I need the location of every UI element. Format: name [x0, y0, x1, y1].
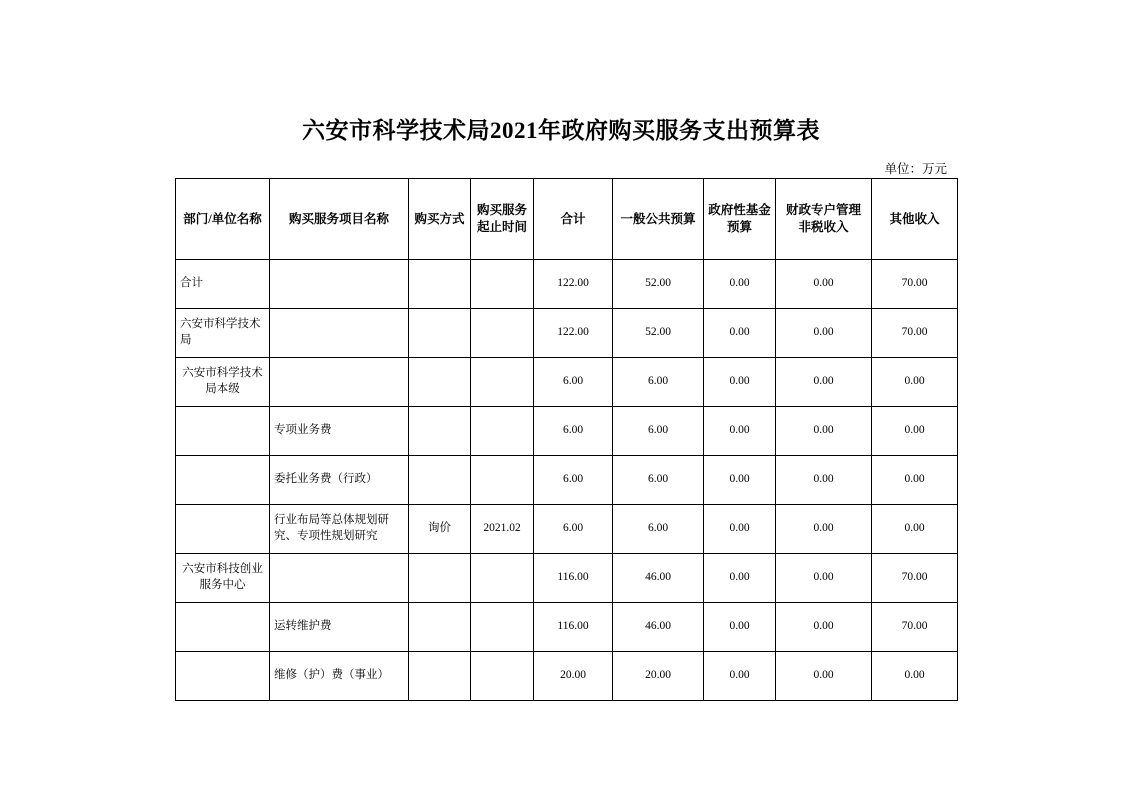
cell-period	[471, 260, 534, 309]
cell-period	[471, 554, 534, 603]
cell-non-tax: 0.00	[776, 407, 872, 456]
cell-dept: 六安市科学技术局本级	[176, 358, 270, 407]
cell-total: 122.00	[534, 309, 613, 358]
table-body	[176, 260, 958, 701]
cell-other: 0.00	[872, 358, 958, 407]
cell-dept: 六安市科技创业服务中心	[176, 554, 270, 603]
cell-public-budget: 46.00	[613, 554, 704, 603]
table-row	[176, 309, 958, 358]
cell-other: 0.00	[872, 407, 958, 456]
cell-project: 行业布局等总体规划研究、专项性规划研究	[270, 505, 409, 554]
cell-gov-fund: 0.00	[704, 554, 776, 603]
cell-project	[270, 554, 409, 603]
cell-method	[409, 554, 471, 603]
cell-dept: 六安市科学技术局	[176, 309, 270, 358]
cell-method	[409, 407, 471, 456]
cell-total: 20.00	[534, 652, 613, 701]
table-row	[176, 505, 958, 554]
column-header-dept: 部门/单位名称	[176, 179, 270, 260]
cell-non-tax: 0.00	[776, 309, 872, 358]
column-header-public-budget: 一般公共预算	[613, 179, 704, 260]
cell-non-tax: 0.00	[776, 554, 872, 603]
cell-non-tax: 0.00	[776, 652, 872, 701]
cell-project: 维修（护）费（事业）	[270, 652, 409, 701]
cell-dept	[176, 603, 270, 652]
cell-project: 运转维护费	[270, 603, 409, 652]
table-row	[176, 358, 958, 407]
cell-public-budget: 6.00	[613, 456, 704, 505]
cell-method	[409, 309, 471, 358]
cell-gov-fund: 0.00	[704, 652, 776, 701]
cell-method	[409, 260, 471, 309]
cell-dept	[176, 652, 270, 701]
cell-other: 70.00	[872, 603, 958, 652]
cell-project	[270, 309, 409, 358]
cell-project: 委托业务费（行政）	[270, 456, 409, 505]
cell-public-budget: 46.00	[613, 603, 704, 652]
cell-dept	[176, 505, 270, 554]
cell-dept	[176, 407, 270, 456]
cell-method	[409, 358, 471, 407]
cell-non-tax: 0.00	[776, 358, 872, 407]
column-header-method: 购买方式	[409, 179, 471, 260]
cell-period	[471, 358, 534, 407]
cell-gov-fund: 0.00	[704, 603, 776, 652]
cell-period: 2021.02	[471, 505, 534, 554]
cell-public-budget: 20.00	[613, 652, 704, 701]
cell-project	[270, 358, 409, 407]
unit-note: 单位：万元	[884, 162, 947, 176]
cell-public-budget: 6.00	[613, 358, 704, 407]
table-row	[176, 603, 958, 652]
cell-gov-fund: 0.00	[704, 456, 776, 505]
table-header-row	[176, 179, 958, 260]
page-title: 六安市科学技术局2021年政府购买服务支出预算表	[302, 118, 820, 143]
cell-non-tax: 0.00	[776, 456, 872, 505]
cell-public-budget: 52.00	[613, 309, 704, 358]
cell-method	[409, 652, 471, 701]
column-header-gov-fund: 政府性基金预算	[704, 179, 776, 260]
column-header-non-tax: 财政专户管理非税收入	[776, 179, 872, 260]
cell-gov-fund: 0.00	[704, 505, 776, 554]
cell-other: 70.00	[872, 309, 958, 358]
cell-total: 6.00	[534, 505, 613, 554]
cell-dept	[176, 456, 270, 505]
cell-gov-fund: 0.00	[704, 309, 776, 358]
cell-non-tax: 0.00	[776, 260, 872, 309]
cell-project	[270, 260, 409, 309]
cell-other: 0.00	[872, 505, 958, 554]
cell-other: 0.00	[872, 456, 958, 505]
table-row	[176, 260, 958, 309]
cell-period	[471, 603, 534, 652]
cell-method: 询价	[409, 505, 471, 554]
cell-dept: 合计	[176, 260, 270, 309]
cell-project: 专项业务费	[270, 407, 409, 456]
table-row	[176, 407, 958, 456]
cell-public-budget: 52.00	[613, 260, 704, 309]
cell-public-budget: 6.00	[613, 407, 704, 456]
column-header-period: 购买服务起止时间	[471, 179, 534, 260]
cell-non-tax: 0.00	[776, 505, 872, 554]
column-header-total: 合计	[534, 179, 613, 260]
cell-gov-fund: 0.00	[704, 407, 776, 456]
cell-total: 6.00	[534, 407, 613, 456]
cell-period	[471, 407, 534, 456]
cell-method	[409, 456, 471, 505]
table-row	[176, 554, 958, 603]
table-row	[176, 456, 958, 505]
cell-period	[471, 652, 534, 701]
cell-total: 116.00	[534, 603, 613, 652]
cell-total: 122.00	[534, 260, 613, 309]
cell-other: 70.00	[872, 554, 958, 603]
column-header-project: 购买服务项目名称	[270, 179, 409, 260]
budget-table	[175, 178, 958, 701]
cell-non-tax: 0.00	[776, 603, 872, 652]
cell-other: 0.00	[872, 652, 958, 701]
cell-other: 70.00	[872, 260, 958, 309]
cell-method	[409, 603, 471, 652]
cell-period	[471, 309, 534, 358]
table-row	[176, 652, 958, 701]
cell-public-budget: 6.00	[613, 505, 704, 554]
cell-gov-fund: 0.00	[704, 260, 776, 309]
cell-period	[471, 456, 534, 505]
cell-total: 116.00	[534, 554, 613, 603]
cell-total: 6.00	[534, 456, 613, 505]
column-header-other: 其他收入	[872, 179, 958, 260]
cell-gov-fund: 0.00	[704, 358, 776, 407]
cell-total: 6.00	[534, 358, 613, 407]
